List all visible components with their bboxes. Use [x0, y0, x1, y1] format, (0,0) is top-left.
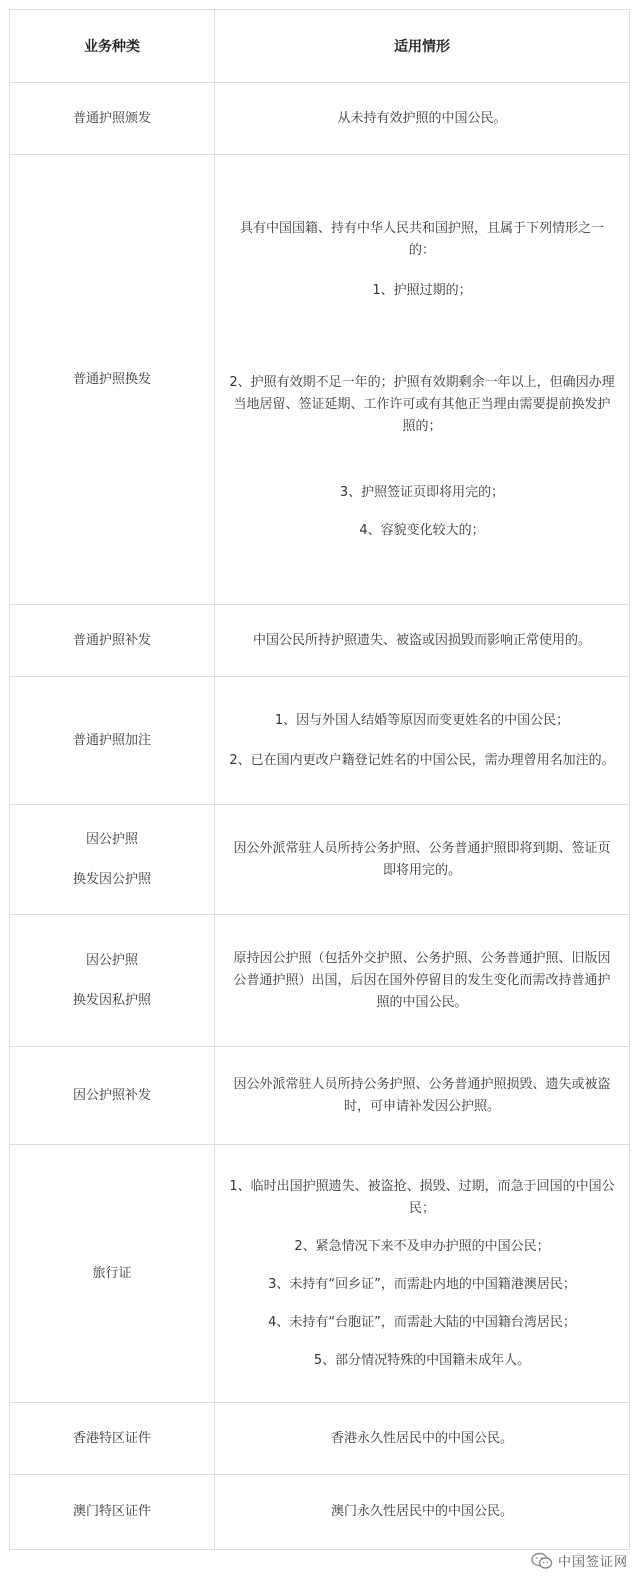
case-text: 4、容貌变化较大的； [359, 522, 485, 538]
case-text: 具有中国国籍、持有中华人民共和国护照，且属于下列情形之一的： [239, 220, 604, 258]
case-text: 因公外派常驻人员所持公务护照、公务普通护照损毁、遗失或被盗时，可申请补发因公护照。 [233, 1076, 611, 1114]
service-type-label: 香港特区证件 [72, 1430, 151, 1446]
service-type-cell [10, 83, 215, 155]
applicable-cases-cell [215, 155, 630, 605]
service-type-label: 旅行证 [92, 1265, 132, 1281]
applicable-cases-cell [215, 1047, 630, 1145]
service-type-label: 澳门特区证件 [72, 1504, 151, 1519]
applicable-cases-cell [215, 1403, 630, 1475]
case-text: 4、未持有“台胞证”，而需赴大陆的中国籍台湾居民； [268, 1314, 576, 1330]
applicable-cases-cell [215, 1475, 630, 1550]
service-type-cell [10, 1475, 215, 1550]
service-type-cell [10, 1403, 215, 1475]
case-text: 因公外派常驻人员所持公务护照、公务普通护照即将到期、签证页即将用完的。 [233, 840, 611, 878]
case-text: 澳门永久性居民中的中国公民。 [330, 1504, 513, 1519]
case-text: 3、护照签证页即将用完的； [339, 484, 505, 500]
applicable-cases-cell [215, 677, 630, 805]
case-text: 香港永久性居民中的中国公民。 [330, 1430, 513, 1446]
applicable-cases-cell [215, 605, 630, 677]
case-text: 1、因与外国人结婚等原因而变更姓名的中国公民； [274, 712, 570, 728]
service-type-cell [10, 677, 215, 805]
service-type-cell [10, 605, 215, 677]
service-type-label: 因公护照 [85, 952, 138, 968]
applicable-cases-cell [215, 83, 630, 155]
applicable-cases-cell [215, 915, 630, 1047]
table-row [10, 805, 630, 915]
table-row [10, 1403, 630, 1475]
service-type-label: 普通护照颁发 [72, 110, 151, 126]
watermark [531, 1551, 628, 1570]
header-applicable-cases: 适用情形 [215, 10, 630, 83]
table-header-row [10, 10, 630, 83]
case-text: 原持因公护照（包括外交护照、公务护照、公务普通护照、旧版因公普通护照）出国，后因在国外停留目的发生变化而需改持普通护照的中国公民。 [233, 950, 611, 1010]
header-service-type: 业务种类 [10, 10, 215, 83]
applicable-cases-cell [215, 805, 630, 915]
service-type-cell [10, 1047, 215, 1145]
service-type-label: 普通护照换发 [72, 371, 151, 387]
table-row [10, 155, 630, 605]
table-row [10, 915, 630, 1047]
service-type-cell [10, 155, 215, 605]
table-row [10, 1145, 630, 1403]
applicable-cases-cell [215, 1145, 630, 1403]
case-text: 1、护照过期的； [372, 282, 472, 298]
table-row [10, 1047, 630, 1145]
wechat-icon [531, 1552, 553, 1570]
table-row [10, 83, 630, 155]
service-type-label: 普通护照加注 [72, 732, 151, 748]
case-text: 2、紧急情况下来不及申办护照的中国公民； [294, 1238, 550, 1254]
case-text: 3、未持有“回乡证”，而需赴内地的中国籍港澳居民； [268, 1276, 576, 1292]
table-row [10, 1475, 630, 1550]
case-text: 从未持有效护照的中国公民。 [337, 110, 507, 126]
service-type-cell [10, 805, 215, 915]
case-text: 2、护照有效期不足一年的；护照有效期剩余一年以上，但确因办理当地居留、签证延期、工作许可或有其他正当理由需要提前换发护照的； [229, 374, 615, 434]
passport-services-table [9, 9, 630, 1550]
case-text: 5、部分情况特殊的中国籍未成年人。 [313, 1352, 531, 1368]
watermark-text: 中国签证网 [557, 1555, 628, 1570]
case-text: 2、已在国内更改户籍登记姓名的中国公民，需办理曾用名加注的。 [229, 752, 615, 768]
service-type-cell [10, 915, 215, 1047]
table-row [10, 605, 630, 677]
service-type-label: 换发因公护照 [72, 871, 151, 887]
service-type-label: 因公护照 [85, 831, 138, 847]
table-row [10, 677, 630, 805]
service-type-label: 换发因私护照 [72, 992, 151, 1008]
service-type-label: 普通护照补发 [72, 632, 151, 648]
case-text: 1、临时出国护照遗失、被盗抢、损毁、过期，而急于回国的中国公民； [229, 1178, 615, 1216]
service-type-cell [10, 1145, 215, 1403]
case-text: 中国公民所持护照遗失、被盗或因损毁而影响正常使用的。 [252, 632, 591, 648]
service-type-label: 因公护照补发 [72, 1087, 151, 1103]
